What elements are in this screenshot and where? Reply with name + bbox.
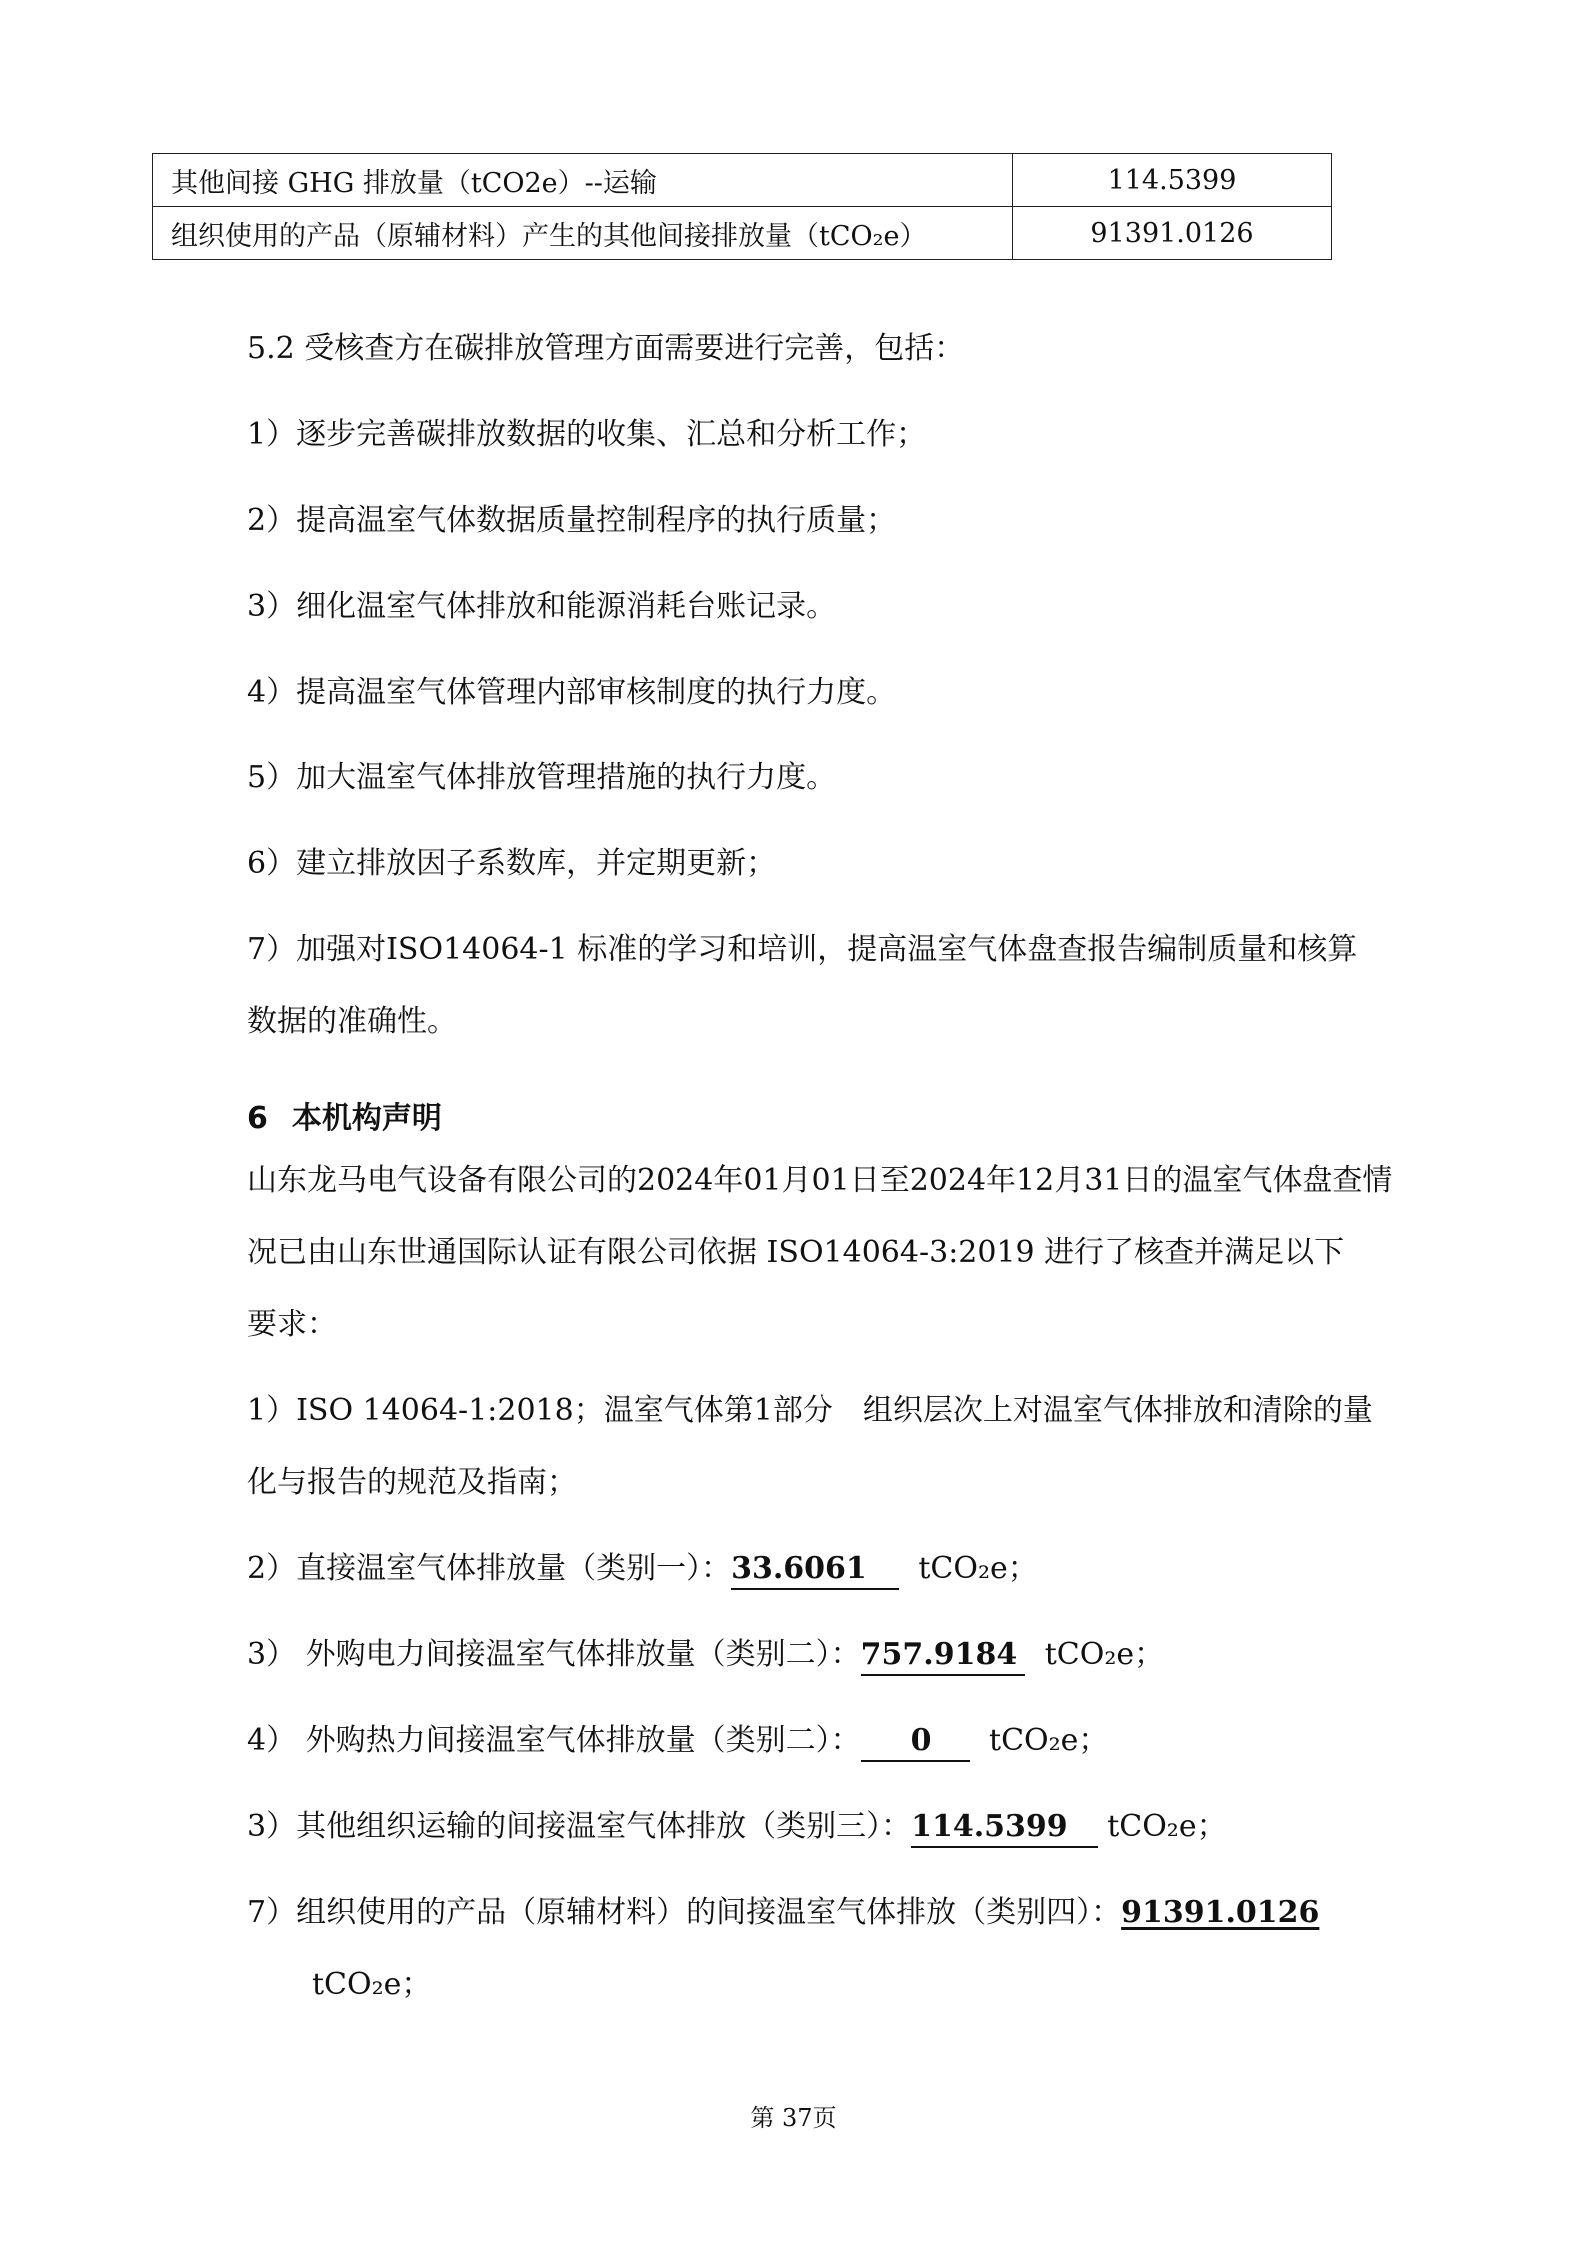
emission-value: 114.5399 — [911, 1809, 1068, 1844]
statement-paragraph-line: 山东龙马电气设备有限公司的2024年01月01日至2024年12月31日的温室气体盘查情 — [247, 1163, 1393, 1198]
table-cell-value: 114.5399 — [1013, 154, 1332, 207]
requirement-label: 3） 外购电力间接温室气体排放量（类别二）： — [247, 1637, 861, 1672]
statement-paragraph-line: 况已由山东世通国际认证有限公司依据 ISO14064-3:2019 进行了核查并满足以下 — [247, 1235, 1345, 1270]
list-item: 4）提高温室气体管理内部审核制度的执行力度。 — [247, 675, 897, 710]
emissions-summary-table — [152, 153, 1332, 260]
section-number: 6 — [247, 1101, 268, 1136]
requirement-transport-emissions — [247, 1806, 1227, 1848]
requirement-heat-emissions — [247, 1720, 1108, 1762]
requirement-label: 2）直接温室气体排放量（类别一）： — [247, 1551, 732, 1586]
emission-value: 33.6061 — [731, 1551, 867, 1586]
table-cell-label: 其他间接 GHG 排放量（tCO2e）--运输 — [153, 154, 1013, 207]
requirement-label: 7）组织使用的产品（原辅材料）的间接温室气体排放（类别四）： — [247, 1895, 1122, 1930]
section-5-2-intro: 5.2 受核查方在碳排放管理方面需要进行完善，包括： — [247, 331, 965, 366]
unit-label: tCO₂e； — [918, 1551, 1038, 1586]
list-item: 5）加大温室气体排放管理措施的执行力度。 — [247, 760, 837, 795]
unit-label: tCO₂e； — [989, 1723, 1109, 1758]
list-item: 7）加强对ISO14064-1 标准的学习和培训，提高温室气体盘查报告编制质量和核算 — [247, 932, 1358, 967]
table-cell-value: 91391.0126 — [1013, 207, 1332, 260]
list-item-continuation: 数据的准确性。 — [247, 1004, 457, 1039]
requirement-label: 3）其他组织运输的间接温室气体排放（类别三）： — [247, 1809, 912, 1844]
section-title: 本机构声明 — [291, 1101, 442, 1136]
page-number: 第 37页 — [750, 2104, 837, 2132]
emission-value: 0 — [910, 1723, 932, 1758]
requirement-direct-emissions — [247, 1548, 1038, 1590]
section-6-heading — [247, 1098, 442, 1140]
unit-label: tCO₂e； — [1044, 1637, 1165, 1672]
list-item: 2）提高温室气体数据质量控制程序的执行质量； — [247, 503, 897, 538]
requirement-1-line: 1）ISO 14064-1:2018；温室气体第1部分 组织层次上对温室气体排放和清除的量 — [247, 1393, 1373, 1428]
requirement-electricity-emissions — [247, 1634, 1164, 1676]
list-item: 3）细化温室气体排放和能源消耗台账记录。 — [247, 589, 837, 624]
requirement-1-line: 化与报告的规范及指南； — [247, 1465, 577, 1500]
requirement-label: 4） 外购热力间接温室气体排放量（类别二）： — [247, 1723, 861, 1758]
emission-value: 757.9184 — [860, 1637, 1018, 1672]
underlined-value-blank — [911, 1808, 1098, 1848]
underlined-value-blank — [861, 1722, 970, 1762]
unit-label: tCO₂e； — [1107, 1809, 1227, 1844]
table-row — [153, 154, 1332, 207]
requirement-product-emissions — [247, 1892, 1319, 1934]
underlined-value-blank — [731, 1550, 899, 1590]
underlined-value-blank — [861, 1636, 1026, 1676]
list-item: 6）建立排放因子系数库，并定期更新； — [247, 846, 777, 881]
table-row — [153, 207, 1332, 260]
table-cell-label: 组织使用的产品（原辅材料）产生的其他间接排放量（tCO₂e） — [153, 207, 1013, 260]
list-item: 1）逐步完善碳排放数据的收集、汇总和分析工作； — [247, 417, 927, 452]
statement-paragraph-line: 要求： — [247, 1307, 337, 1342]
unit-label: tCO₂e； — [312, 1967, 432, 2002]
emission-value: 91391.0126 — [1121, 1895, 1320, 1930]
